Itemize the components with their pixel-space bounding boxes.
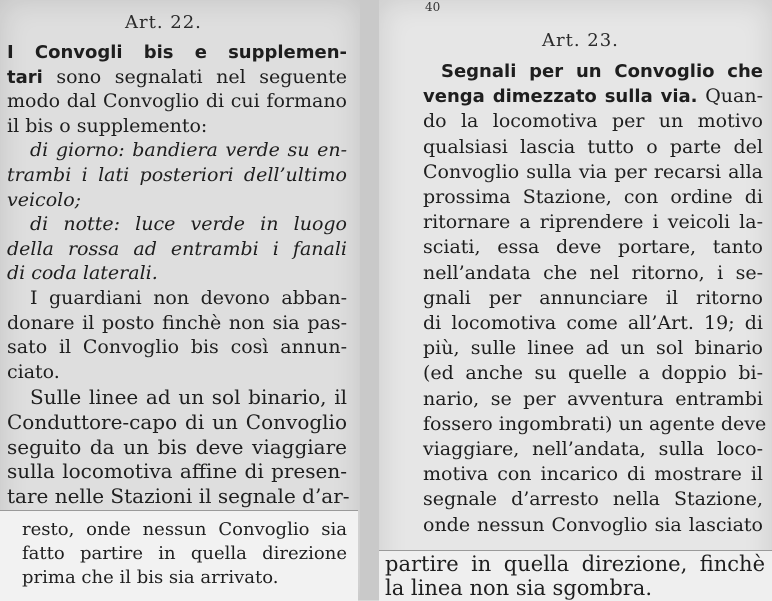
body-text: Conduttore-capo di un Convoglio (7, 410, 347, 434)
right-text-line (423, 238, 763, 257)
body-text: onde nessun Convoglio sia lasciato (423, 513, 763, 536)
left-text-line (7, 311, 347, 334)
body-text: qualsiasi lascia tutto o parte del (423, 135, 763, 158)
left-text-line (7, 459, 347, 484)
right-text-line (423, 412, 767, 435)
left-strip-line: prima che il bis sia arrivato. (22, 567, 279, 588)
bold-title-text: Segnali per un Convoglio che (441, 61, 763, 82)
body-text: più, sulle linee ad un sol binario (423, 337, 763, 360)
article-23-heading: Art. 23. (542, 30, 619, 51)
body-text: modo dal Convoglio di cui formano (7, 90, 347, 113)
right-text-line (423, 364, 763, 383)
left-strip-line: resto, onde nessun Convoglio sia (22, 519, 347, 540)
body-text: trambi i lati posteriori dell’ultimo (7, 164, 347, 186)
left-text-line (7, 412, 347, 432)
body-text: prossima Stazione, con ordine di (423, 186, 763, 208)
body-text: ritornare a riprendere i veicoli la- (423, 211, 763, 234)
body-text: sciati, essa deve portare, tanto (423, 236, 763, 259)
right-text-line (423, 135, 763, 158)
left-text-line (7, 92, 347, 111)
right-text-line (423, 160, 763, 183)
body-text: donare il posto finchè non sia pas- (7, 311, 347, 334)
body-text: sato il Convoglio bis così annun- (7, 336, 347, 359)
body-text: Sulle linee ad un sol binario, il (30, 385, 347, 410)
body-text: segnale d’arresto nella Stazione, (423, 488, 763, 511)
body-text: di notte: luce verde in luogo (30, 213, 347, 236)
body-text: di locomotiva come all’Art. 19; di (423, 312, 763, 334)
right-text-line (423, 213, 763, 232)
body-text: Convoglio sulla via per recarsi alla (423, 160, 763, 183)
bold-title-text: tari (7, 66, 43, 88)
right-text-line (423, 112, 763, 131)
body-text: ciato. (7, 360, 60, 383)
bold-title-text: I Convogli bis e supplemen- (7, 42, 347, 63)
left-text-line (7, 338, 347, 357)
body-text: viaggiare, nell’andata, sulla loco- (423, 438, 763, 460)
left-text-line (7, 360, 347, 383)
body-text: fossero ingombrati) un agente deve (423, 412, 767, 435)
left-text-line (7, 166, 347, 185)
body-text: do la locomotiva per un motivo (423, 110, 763, 133)
right-page (379, 0, 772, 600)
right-strip-line: la linea non sia sgombra. (385, 576, 653, 600)
page-gutter (360, 0, 379, 600)
right-text-line (423, 387, 763, 410)
left-text-line (7, 237, 347, 260)
body-text: di coda laterali. (7, 262, 158, 285)
right-text-line (423, 314, 763, 333)
body-text: motiva con incarico di mostrare il (423, 463, 763, 486)
left-text-line (7, 434, 347, 459)
right-text-line (423, 87, 763, 106)
body-text: veicolo; (7, 188, 82, 211)
body-text: nell’andata che nel ritorno, i se- (423, 261, 763, 284)
left-continuation-strip (0, 510, 358, 601)
bold-title-text: venga dimezzato sulla via. (423, 86, 698, 108)
right-text-line (423, 286, 763, 309)
body-text: Quan- (697, 85, 763, 108)
left-text-line (7, 264, 347, 283)
body-text: della rossa ad entrambi i fanali (7, 237, 347, 260)
body-text: gnali per annunciare il ritorno (423, 286, 763, 309)
left-text-line (7, 65, 347, 88)
left-text-line (7, 483, 350, 508)
left-text-line (30, 385, 347, 410)
article-22-heading: Art. 22. (125, 12, 202, 33)
body-text: di giorno: bandiera verde su en- (30, 139, 347, 162)
left-text-line (7, 188, 347, 211)
left-text-line (30, 289, 347, 308)
right-text-line (423, 261, 763, 284)
left-text-line (30, 141, 347, 160)
body-text: sono segnalati nel seguente (42, 65, 347, 88)
body-text: il bis o supplemento: (7, 114, 208, 137)
right-text-line (423, 440, 763, 459)
right-text-line (423, 465, 763, 484)
right-text-line (423, 339, 763, 358)
page-number: 40 (425, 0, 441, 14)
left-text-line (30, 215, 347, 234)
right-text-line (423, 188, 763, 207)
left-text-line (7, 43, 347, 62)
body-text: tare nelle Stazioni il segnale d’ar- (7, 483, 350, 508)
right-strip-line: partire in quella direzione, finchè (385, 552, 765, 576)
body-text: sulla locomotiva affine di presen- (7, 459, 347, 484)
body-text: (ed anche su quelle a doppio bi- (423, 362, 763, 385)
left-strip-line: fatto partire in quella direzione (22, 543, 347, 564)
right-text-line (423, 490, 763, 509)
body-text: nario, se per avventura entrambi (423, 387, 763, 410)
left-text-line (7, 114, 347, 137)
body-text: seguito da un bis deve viaggiare (7, 434, 347, 459)
right-continuation-strip (379, 550, 772, 601)
right-text-line (423, 513, 763, 536)
body-text: I guardiani non devono abban- (30, 287, 347, 309)
right-text-line (441, 62, 763, 81)
